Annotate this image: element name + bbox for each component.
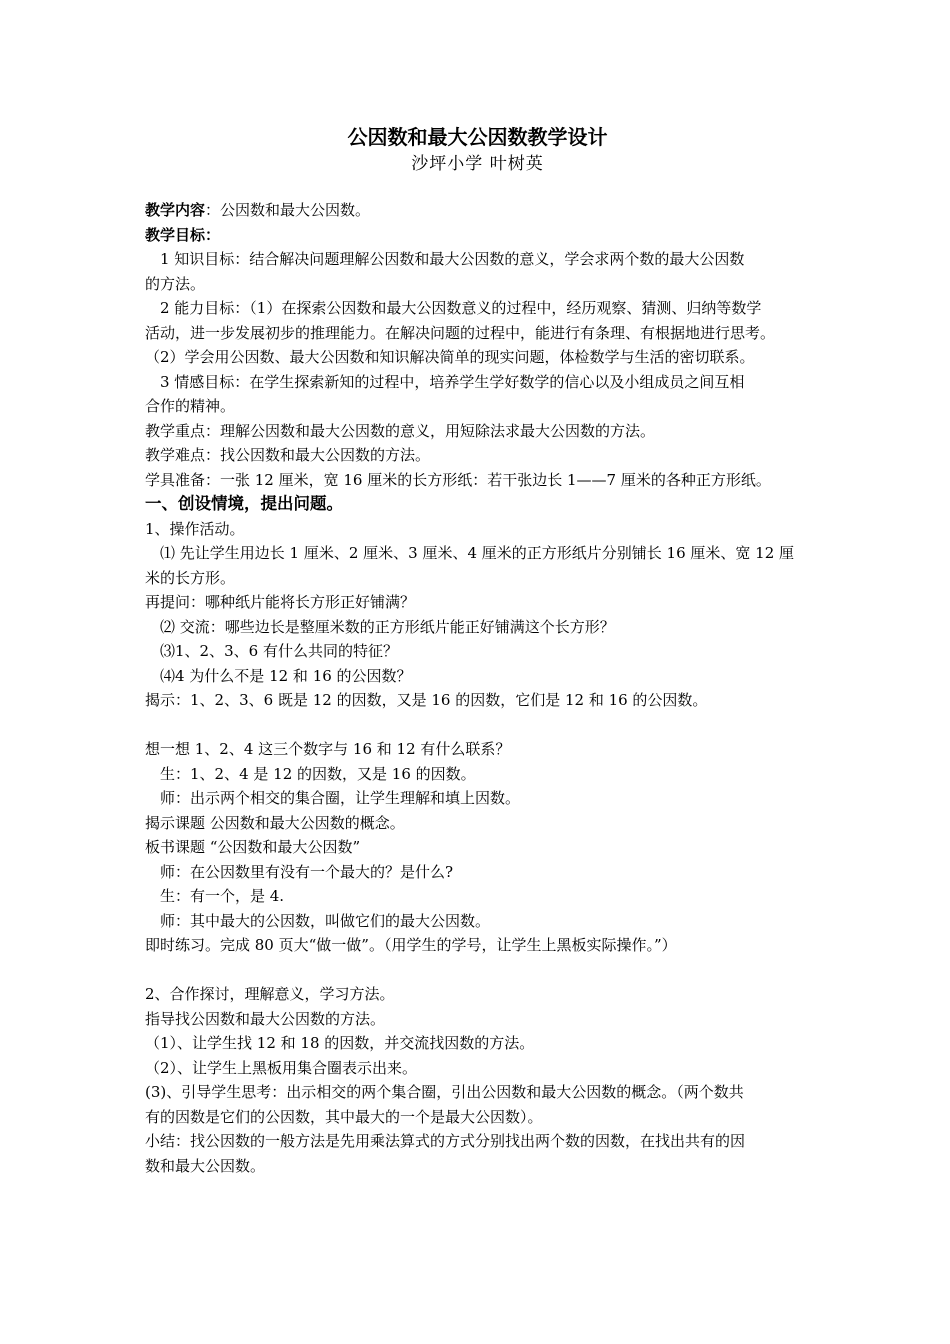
teaching-content xyxy=(145,198,810,223)
goal-knowledge-line2: 的方法。 xyxy=(145,274,206,293)
section1-step3: ⑶1、2、3、6 有什么共同的特征？ xyxy=(160,642,398,660)
summary-line1: 小结：找公因数的一般方法是先用乘法算式的方式分别找出两个数的因数，在找出共有的因 xyxy=(145,1132,746,1150)
materials: 学具准备：一张 12 厘米，宽 16 厘米的长方形纸：若干张边长 1——7 厘米的各种正方形纸。 xyxy=(145,470,771,489)
section2-step3-line1: (3)、引导学生思考：出示相交的两个集合圈，引出公因数和最大公因数的概念。（两个数共 xyxy=(145,1083,744,1101)
section1-ask: 再提问：哪种纸片能将长方形正好铺满？ xyxy=(145,593,416,611)
section1-reveal: 揭示：1、2、3、6 既是 12 的因数，又是 16 的因数，它们是 12 和 16 的公因数。 xyxy=(145,691,708,709)
spacer xyxy=(145,176,810,198)
document-title: 公因数和最大公因数教学设计 xyxy=(347,125,608,149)
section2-item: 2、合作探讨，理解意义，学习方法。 xyxy=(145,985,395,1003)
teaching-content-text: ：公因数和最大公因数。 xyxy=(205,201,371,219)
section2-step3-line2: 有的因数是它们的公因数，其中最大的一个是最大公因数）。 xyxy=(145,1107,543,1126)
goal-ability-line2: 活动，进一步发展初步的推理能力。在解决问题的过程中，能进行有条理、有根据地进行思考。 xyxy=(145,323,776,342)
student-answer-1: 生：1、2、4 是 12 的因数，又是 16 的因数。 xyxy=(160,764,476,783)
student-answer-2: 生：有一个，是 4. xyxy=(160,887,285,905)
difficulty: 教学难点：找公因数和最大公因数的方法。 xyxy=(145,446,431,464)
section1-heading: 一、创设情境，提出问题。 xyxy=(145,494,343,513)
section2-step1: （1）、让学生找 12 和 18 的因数，并交流找因数的方法。 xyxy=(145,1034,535,1052)
section1-step2: ⑵ 交流：哪些边长是整厘米数的正方形纸片能正好铺满这个长方形？ xyxy=(160,617,615,636)
section1-step1-line2: 米的长方形。 xyxy=(145,568,236,587)
board-topic: 板书课题 “公因数和最大公因数” xyxy=(145,838,361,856)
document-page xyxy=(145,122,810,1178)
key-point: 教学重点：理解公因数和最大公因数的意义，用短除法求最大公因数的方法。 xyxy=(145,421,656,440)
section2-step2: （2）、让学生上黑板用集合圈表示出来。 xyxy=(145,1058,418,1077)
goal-emotion-line2: 合作的精神。 xyxy=(145,397,236,415)
blank-line xyxy=(145,713,810,738)
teaching-content-label: 教学内容 xyxy=(145,201,206,219)
teaching-goals-label: 教学目标： xyxy=(145,225,221,244)
section1-step1-line1: ⑴ 先让学生用边长 1 厘米、2 厘米、3 厘米、4 厘米的正方形纸片分别铺长 16 厘米、宽 12 厘 xyxy=(160,544,795,562)
teacher-note-3: 师：其中最大的公因数，叫做它们的最大公因数。 xyxy=(160,911,491,930)
instant-practice: 即时练习。完成 80 页大“做一做”。（用学生的学号，让学生上黑板实际操作。”） xyxy=(145,936,677,954)
goal-ability-line1: 2 能力目标：（1）在探索公因数和最大公因数意义的过程中，经历观察、猜测、归纳等数学 xyxy=(160,299,762,317)
goal-ability-line3: （2）学会用公因数、最大公因数和知识解决简单的现实问题，体检数学与生活的密切联系。 xyxy=(145,348,755,366)
section1-item1: 1、操作活动。 xyxy=(145,519,245,538)
section2-guide: 指导找公因数和最大公因数的方法。 xyxy=(145,1009,386,1028)
author-line: 沙坪小学 叶树英 xyxy=(411,154,544,174)
goal-knowledge-line1: 1 知识目标：结合解决问题理解公因数和最大公因数的意义，学会求两个数的最大公因数 xyxy=(160,250,745,268)
goal-emotion-line1: 3 情感目标：在学生探索新知的过程中，培养学生学好数学的信心以及小组成员之间互相 xyxy=(160,372,745,391)
teacher-note-1: 师：出示两个相交的集合圈，让学生理解和填上因数。 xyxy=(160,789,521,807)
teacher-question-2: 师：在公因数里有没有一个最大的？是什么? xyxy=(160,862,454,881)
reveal-topic: 揭示课题 公因数和最大公因数的概念。 xyxy=(145,813,405,832)
think-question: 想一想 1、2、4 这三个数字与 16 和 12 有什么联系？ xyxy=(145,740,511,758)
section1-step4: ⑷4 为什么不是 12 和 16 的公因数？ xyxy=(160,666,412,685)
blank-line xyxy=(145,958,810,983)
summary-line2: 数和最大公因数。 xyxy=(145,1156,266,1175)
